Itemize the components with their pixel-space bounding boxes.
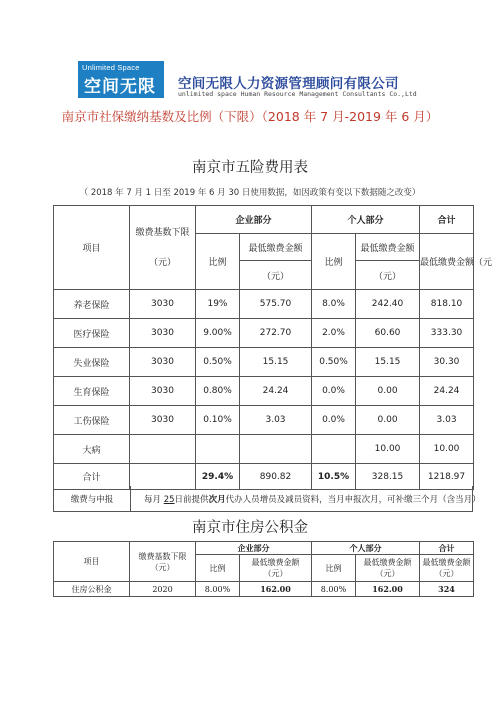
row-base: 3030 xyxy=(130,290,196,319)
document-title: 南京市社保缴纳基数及比例（下限）（2018 年 7 月-2019 年 6 月） xyxy=(61,109,439,124)
row-company-ratio: 19% xyxy=(196,290,240,319)
row-name: 生育保险 xyxy=(54,377,130,406)
company-logo xyxy=(78,61,164,98)
header-personal-ratio: 比例 xyxy=(312,234,356,290)
row-company-amount xyxy=(240,435,312,464)
row-company-ratio xyxy=(196,435,240,464)
t2-row-company-amount: 162.00 xyxy=(240,582,312,597)
row-company-amount: 24.24 xyxy=(240,377,312,406)
row-total: 30.30 xyxy=(420,348,474,377)
table2-title: 南京市住房公积金 xyxy=(192,520,308,536)
row-total: 3.03 xyxy=(420,406,474,435)
total-amount: 1218.97 xyxy=(420,464,474,490)
total-company-amount: 890.82 xyxy=(240,464,312,490)
t2-header-item: 项目 xyxy=(54,542,130,582)
t2-header-personal-min xyxy=(356,555,420,582)
t2-row-base: 2020 xyxy=(130,582,196,597)
table-row xyxy=(54,582,474,597)
header-personal-unit: （元） xyxy=(356,261,420,290)
t2-row-company-ratio: 8.00% xyxy=(196,582,240,597)
apply-text-2: 日前提供 xyxy=(174,495,209,505)
housing-fund-table xyxy=(53,541,474,597)
total-personal-ratio: 10.5% xyxy=(312,464,356,490)
row-personal-amount: 60.60 xyxy=(356,319,420,348)
apply-day: 25 xyxy=(163,495,175,505)
table-row xyxy=(54,348,474,377)
row-base: 3030 xyxy=(130,377,196,406)
header-company-ratio: 比例 xyxy=(196,234,240,290)
row-total: 24.24 xyxy=(420,377,474,406)
table1-note: （ 2018 年 7 月 1 日至 2019 年 6 月 30 日使用数据，如因政策有变以下数据随之改变） xyxy=(79,188,421,198)
row-company-amount: 15.15 xyxy=(240,348,312,377)
row-personal-ratio: 0.0% xyxy=(312,406,356,435)
table-row xyxy=(54,290,474,319)
row-company-ratio: 0.50% xyxy=(196,348,240,377)
table-row xyxy=(54,377,474,406)
row-total: 10.00 xyxy=(420,435,474,464)
header-company-unit: （元） xyxy=(240,261,312,290)
t2-header-base xyxy=(130,542,196,582)
t2-header-personal-ratio: 比例 xyxy=(312,555,356,582)
header-personal-min: 最低缴费金额 xyxy=(356,234,420,261)
row-company-amount: 3.03 xyxy=(240,406,312,435)
t2-header-company: 企业部分 xyxy=(196,542,312,555)
header-base-line2: （元） xyxy=(148,257,176,268)
application-label: 缴费与申报 xyxy=(70,495,114,505)
t2-personal-min-unit: （元） xyxy=(375,569,400,578)
row-name: 失业保险 xyxy=(54,348,130,377)
header-company-min: 最低缴费金额 xyxy=(240,234,312,261)
row-personal-amount: 0.00 xyxy=(356,406,420,435)
row-personal-amount: 10.00 xyxy=(356,435,420,464)
t2-header-personal: 个人部分 xyxy=(312,542,420,555)
header-total-min: 最低缴费金额（元 xyxy=(420,234,474,290)
row-company-amount: 272.70 xyxy=(240,319,312,348)
t2-header-total-min xyxy=(420,555,474,582)
apply-text-3: 代办人员增员及减员资料，当月申报次月，可补缴三个月（含当月） xyxy=(225,495,481,505)
application-row xyxy=(53,486,481,512)
header-company: 企业部分 xyxy=(196,206,312,234)
total-company-ratio: 29.4% xyxy=(196,464,240,490)
row-name: 养老保险 xyxy=(54,290,130,319)
row-company-ratio: 0.80% xyxy=(196,377,240,406)
application-text xyxy=(144,493,481,505)
t2-header-base-line2: （元） xyxy=(150,562,175,572)
t2-row-personal-amount: 162.00 xyxy=(356,582,420,597)
application-divider xyxy=(130,486,131,511)
t2-header-base-line1: 缴费基数下限 xyxy=(138,551,187,561)
row-name: 工伤保险 xyxy=(54,406,130,435)
row-personal-amount: 242.40 xyxy=(356,290,420,319)
header-item: 项目 xyxy=(54,206,130,290)
table-row xyxy=(54,435,474,464)
t2-header-total: 合计 xyxy=(420,542,474,555)
row-personal-amount: 15.15 xyxy=(356,348,420,377)
header-base-line1: 缴费基数下限 xyxy=(135,227,190,238)
row-base xyxy=(130,435,196,464)
logo-tagline: Unlimited Space xyxy=(82,63,140,72)
company-name-cn: 空间无限人力资源管理顾问有限公司 xyxy=(178,76,399,92)
row-personal-amount: 0.00 xyxy=(356,377,420,406)
table1-title: 南京市五险费用表 xyxy=(192,160,308,176)
row-company-ratio: 9.00% xyxy=(196,319,240,348)
row-name: 医疗保险 xyxy=(54,319,130,348)
t2-header-company-min xyxy=(240,555,312,582)
row-base: 3030 xyxy=(130,406,196,435)
table-row xyxy=(54,319,474,348)
apply-next-month: 次月 xyxy=(208,495,226,505)
row-personal-ratio: 0.0% xyxy=(312,377,356,406)
t2-header-company-ratio: 比例 xyxy=(196,555,240,582)
row-total: 818.10 xyxy=(420,290,474,319)
row-personal-ratio xyxy=(312,435,356,464)
row-base: 3030 xyxy=(130,319,196,348)
apply-text-1: 每月 xyxy=(144,495,162,505)
t2-personal-min-label: 最低缴费金额 xyxy=(363,558,412,567)
total-personal-amount: 328.15 xyxy=(356,464,420,490)
row-base: 3030 xyxy=(130,348,196,377)
row-company-amount: 575.70 xyxy=(240,290,312,319)
t2-company-min-label: 最低缴费金额 xyxy=(251,558,300,567)
row-company-ratio: 0.10% xyxy=(196,406,240,435)
logo-wordmark: 空间无限 xyxy=(84,77,156,97)
row-personal-ratio: 0.50% xyxy=(312,348,356,377)
total-label: 合计 xyxy=(54,464,130,490)
row-personal-ratio: 8.0% xyxy=(312,290,356,319)
t2-row-total: 324 xyxy=(420,582,474,597)
row-personal-ratio: 2.0% xyxy=(312,319,356,348)
t2-company-min-unit: （元） xyxy=(263,569,288,578)
row-name: 大病 xyxy=(54,435,130,464)
company-name-en: unlimited space Human Resource Management Consultants Co.,Ltd xyxy=(178,90,417,98)
social-insurance-table xyxy=(53,205,493,490)
header-total: 合计 xyxy=(420,206,474,234)
header-personal: 个人部分 xyxy=(312,206,420,234)
header-base xyxy=(130,206,196,290)
t2-total-min-unit: （元） xyxy=(434,569,459,578)
t2-total-min-label: 最低缴费金额 xyxy=(422,558,471,567)
t2-row-personal-ratio: 8.00% xyxy=(312,582,356,597)
row-total: 333.30 xyxy=(420,319,474,348)
t2-row-name: 住房公积金 xyxy=(54,582,130,597)
table-row xyxy=(54,406,474,435)
